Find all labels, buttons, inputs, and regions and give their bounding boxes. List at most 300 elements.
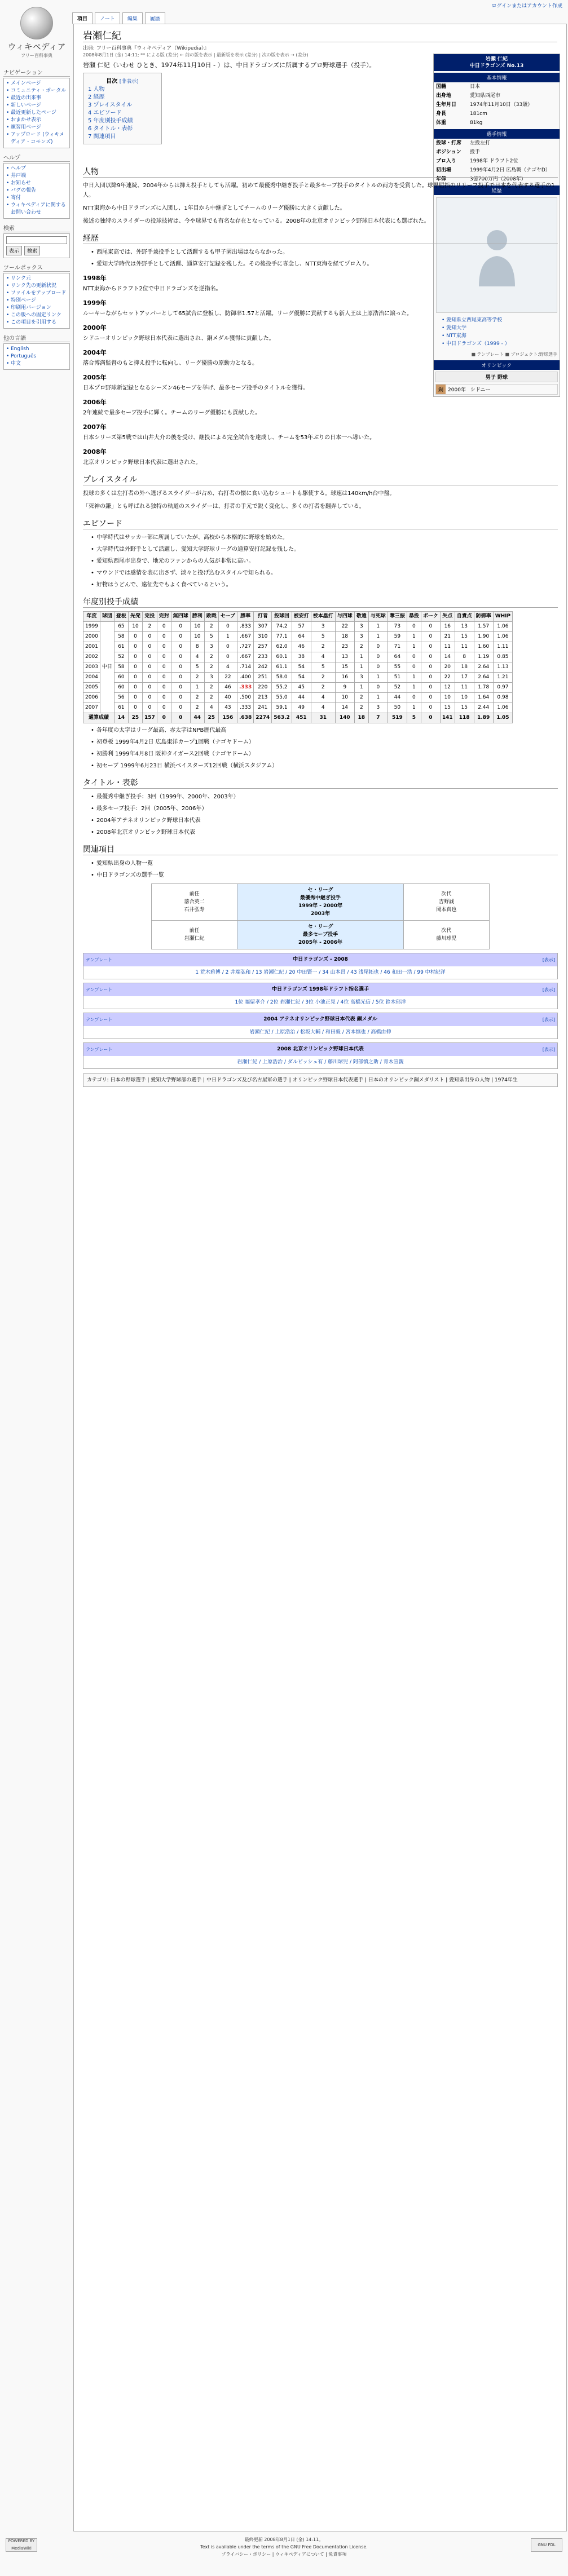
- stats-cell: 0: [157, 673, 171, 683]
- stats-cell: 44: [292, 693, 311, 703]
- help-list: [3, 163, 70, 219]
- stats-cell: 0: [407, 652, 421, 662]
- stats-cell: 13: [335, 652, 354, 662]
- section-style-heading: プレイスタイル: [83, 475, 558, 485]
- stats-cell: 0: [368, 662, 388, 673]
- table-row: [83, 662, 513, 673]
- stats-cell: 0: [421, 652, 440, 662]
- stats-cell: 0: [157, 683, 171, 693]
- stats-cell: 310: [254, 632, 272, 642]
- nav-item-5[interactable]: • おまかせ表示: [6, 117, 67, 124]
- stats-cell: 0: [407, 662, 421, 673]
- succession-next[interactable]: 次代 藤川球児: [403, 921, 489, 949]
- career-item-0[interactable]: • 愛知県立西尾東高等学校: [442, 317, 503, 323]
- stats-col-19: 暴投: [407, 612, 421, 622]
- stats-cell: 1: [407, 673, 421, 683]
- stats-cell: 4: [311, 703, 335, 713]
- stats-cell: 0: [368, 642, 388, 652]
- section-related-heading: 関連項目: [83, 845, 558, 855]
- stats-cell: 55: [388, 662, 407, 673]
- stats-cell: 2: [190, 673, 204, 683]
- stats-col-1: 球団: [100, 612, 114, 622]
- succession-title[interactable]: セ・リーグ 最優秀中継ぎ投手 1999年 - 2000年 2003年: [237, 884, 404, 921]
- player-value: 投手: [470, 149, 481, 155]
- stats-cell: 73: [388, 622, 407, 632]
- succession-next[interactable]: 次代 吉野誠 岡本真也: [403, 884, 489, 921]
- stats-header-row: [83, 612, 513, 622]
- stats-cell: 0: [421, 683, 440, 693]
- toc-item-0[interactable]: 1 人物: [88, 86, 105, 92]
- stats-total-cell: 141: [440, 713, 455, 723]
- stats-col-14: 被本塁打: [311, 612, 335, 622]
- stats-cell: 2: [354, 693, 368, 703]
- basic-row-2: [434, 100, 560, 109]
- stats-cell: 11: [455, 683, 474, 693]
- career-year-text-5: 2年連続で最多セーブ投手に輝く。チームのリーグ優勝にも貢献した。: [83, 410, 261, 416]
- toc-title: 目次: [106, 78, 118, 85]
- stats-cell: 54: [292, 673, 311, 683]
- title-item-3[interactable]: • 2008年北京オリンピック野球日本代表: [91, 828, 558, 837]
- related-list: [91, 859, 558, 880]
- stats-cell: 220: [254, 683, 272, 693]
- logo-name: ウィキペディア: [7, 42, 66, 52]
- career-item-3[interactable]: • 中日ドラゴンズ（1999 - ）: [442, 341, 510, 347]
- stats-cell: 0: [128, 703, 142, 713]
- stats-cell: 1: [354, 662, 368, 673]
- stats-cell: 1.21: [493, 673, 512, 683]
- help-item-3[interactable]: • バグの報告: [6, 187, 67, 195]
- stats-cell: 40: [218, 693, 237, 703]
- article-body: [83, 160, 558, 1087]
- stats-cell: 4: [311, 693, 335, 703]
- stats-col-12: 投球回: [272, 612, 292, 622]
- tab-edit[interactable]: 編集: [122, 12, 143, 24]
- infobox-header: [434, 54, 560, 71]
- navbox-body[interactable]: 1位 福留孝介 / 2位 岩瀬仁紀 / 3位 小池正晃 / 4位 高橋光信 / 5位 鈴木郁洋: [235, 1000, 406, 1005]
- stats-col-20: ボーク: [421, 612, 440, 622]
- stats-cell: 0: [142, 662, 157, 673]
- tool-item-4[interactable]: • 印刷用バージョン: [6, 304, 67, 312]
- navbox-toggle[interactable]: [表示]: [542, 987, 555, 992]
- stats-cell: 52: [388, 683, 407, 693]
- nav-item-1[interactable]: • コミュニティ・ポータル: [6, 87, 67, 95]
- infobox-footer[interactable]: ■ テンプレート ■ プロジェクト:野球選手: [471, 352, 557, 357]
- navbox-toggle[interactable]: [表示]: [542, 1017, 555, 1022]
- stats-col-18: 奪三振: [388, 612, 407, 622]
- stats-total-cell: 25: [204, 713, 218, 723]
- stats-cell: 38: [292, 652, 311, 662]
- tool-item-2[interactable]: • ファイルをアップロード: [6, 290, 67, 297]
- go-button[interactable]: 表示: [6, 246, 22, 255]
- category-links[interactable]: カテゴリ: 日本の野球選手 | 愛知大学野球部の選手 | 中日ドラゴンズ及び名古屋軍の選手 | オリンピック野球日本代表選手 | 日本のオリンピック銅メダリスト | 愛知県出身の人物 | 1974年生: [83, 1073, 558, 1087]
- stats-cell: 3: [204, 673, 218, 683]
- stats-cell: 1.06: [493, 622, 512, 632]
- search-box: [3, 233, 70, 258]
- titles-list: [91, 792, 558, 837]
- career-year-text-2: シドニーオリンピック野球日本代表に選出され、銅メダル獲得に貢献した。: [83, 335, 275, 342]
- nav-item-0[interactable]: • メインページ: [6, 80, 67, 87]
- stats-cell: 0: [421, 673, 440, 683]
- stats-team[interactable]: 中日: [100, 622, 114, 713]
- stats-cell: 15: [440, 703, 455, 713]
- navbox-1: [83, 983, 558, 1009]
- tab-article[interactable]: 項目: [72, 12, 93, 24]
- navbox-title-text[interactable]: 2004 アテネオリンピック野球日本代表 銅メダル: [263, 1017, 377, 1022]
- stats-cell: 2: [204, 622, 218, 632]
- gfdl-badge[interactable]: GNU FDL: [531, 2538, 562, 2552]
- stats-cell: 22: [218, 673, 237, 683]
- navbox-3: [83, 1042, 558, 1069]
- stats-cell: 16: [440, 622, 455, 632]
- search-portlet: [3, 223, 70, 258]
- toc-item-2[interactable]: 3 プレイスタイル: [88, 102, 133, 108]
- stats-cell: 0: [218, 622, 237, 632]
- stats-cell: 49: [292, 703, 311, 713]
- nav-list: [3, 78, 70, 148]
- tool-item-6[interactable]: • この項目を引用する: [6, 319, 67, 326]
- stats-cell: 1: [218, 632, 237, 642]
- title-item-1[interactable]: • 最多セーブ投手：2回（2005年、2006年）: [91, 804, 558, 814]
- infobox-team[interactable]: 中日ドラゴンズ No.13: [469, 63, 524, 69]
- site-subtitle: 出典: フリー百科事典『ウィキペディア（Wikipedia）』: [83, 46, 209, 51]
- footer-links[interactable]: プライバシー・ポリシー | ウィキペディアについて | 免責事項: [221, 2552, 347, 2557]
- search-input[interactable]: [6, 236, 67, 244]
- navbox-template-link[interactable]: テンプレート: [86, 1017, 113, 1022]
- stats-year: 2007: [83, 703, 100, 713]
- stats-cell: 46: [292, 642, 311, 652]
- stats-cell: 0: [421, 662, 440, 673]
- stats-cell: 1: [354, 652, 368, 662]
- medal-place[interactable]: シドニー: [470, 387, 491, 393]
- player-label: 年俸: [436, 176, 447, 182]
- toc-item-6[interactable]: 7 関連項目: [88, 134, 116, 140]
- stats-cell: 1.06: [493, 703, 512, 713]
- stats-cell: 0: [218, 652, 237, 662]
- stats-cell: 0: [157, 632, 171, 642]
- career-year-3: 2004年: [83, 349, 107, 356]
- stats-cell: 0: [407, 693, 421, 703]
- stats-cell: 15: [335, 662, 354, 673]
- stats-cell: 77.1: [272, 632, 292, 642]
- stats-cell: 52: [114, 652, 128, 662]
- stats-cell: 5: [311, 662, 335, 673]
- stats-cell: 5: [190, 662, 204, 673]
- stats-cell: .333: [237, 703, 254, 713]
- stats-cell: 1: [407, 683, 421, 693]
- succession-row-0: [152, 884, 490, 921]
- section-titles-heading: タイトル・表彰: [83, 779, 558, 789]
- stats-cell: .667: [237, 652, 254, 662]
- navbox-body[interactable]: 1 荒木雅博 / 2 井端弘和 / 13 岩瀬仁紀 / 20 中田賢一 / 34 山本昌 / 43 浅尾拓也 / 46 和田一浩 / 99 中村紀洋: [195, 970, 446, 975]
- section-career-heading: 経歴: [83, 234, 558, 244]
- lang-item-0[interactable]: • English: [6, 346, 67, 353]
- tool-item-0[interactable]: • リンク元: [6, 275, 67, 282]
- nav-item-6[interactable]: • 練習用ページ: [6, 124, 67, 131]
- stats-cell: 60.1: [272, 652, 292, 662]
- lang-item-2[interactable]: • 中文: [6, 360, 67, 368]
- stats-cell: 3: [311, 622, 335, 632]
- stats-cell: 5: [311, 632, 335, 642]
- search-title: 検索: [3, 223, 70, 232]
- title-item-2[interactable]: • 2004年アテネオリンピック野球日本代表: [91, 816, 558, 825]
- stats-cell: 0: [157, 693, 171, 703]
- tool-item-5[interactable]: • この版への固定リンク: [6, 312, 67, 319]
- stats-total-cell: 5: [407, 713, 421, 723]
- basic-value: 181cm: [470, 111, 487, 117]
- stats-cell: 1.78: [474, 683, 493, 693]
- stats-col-21: 失点: [440, 612, 455, 622]
- toc-toggle[interactable]: [非表示]: [119, 79, 139, 85]
- section-person-heading: 人物: [83, 167, 558, 178]
- stats-cell: 0: [128, 693, 142, 703]
- search-button[interactable]: 検索: [24, 246, 40, 255]
- stats-cell: 0: [368, 683, 388, 693]
- stats-cell: 1.11: [493, 642, 512, 652]
- nav-item-7[interactable]: • アップロード (ウィキメディア・コモンズ): [6, 131, 67, 146]
- section-career-years: [83, 273, 558, 467]
- player-label: プロ入り: [436, 158, 457, 164]
- stats-cell: 43: [218, 703, 237, 713]
- stats-total-cell: 519: [388, 713, 407, 723]
- stats-total-cell: 140: [335, 713, 354, 723]
- section-person: [83, 181, 558, 226]
- stats-cell: 2: [204, 683, 218, 693]
- personal-tools[interactable]: ログインまたはアカウント作成: [491, 3, 562, 9]
- stats-cell: 10: [190, 622, 204, 632]
- stats-cell: 0: [128, 673, 142, 683]
- infobox-name: 岩瀬 仁紀: [485, 56, 508, 62]
- succession-title[interactable]: セ・リーグ 最多セーブ投手 2005年 - 2006年: [237, 921, 404, 949]
- stats-col-11: 打者: [254, 612, 272, 622]
- person-para-2: 後述の独特のスライダーの投球技術は、今や球界でも有名な存在となっている。2008年の北京オリンピック野球日本代表にも選ばれた。: [83, 218, 430, 224]
- stats-cell: 1.19: [474, 652, 493, 662]
- nav-item-2[interactable]: • 最近の出来事: [6, 95, 67, 102]
- episode-bullet-0: • 中学時代はサッカー部に所属していたが、高校から本格的に野球を始めた。: [91, 533, 558, 542]
- stats-cell: 0: [218, 642, 237, 652]
- stats-total-cell: 1.89: [474, 713, 493, 723]
- help-item-2[interactable]: • お知らせ: [6, 180, 67, 187]
- stats-col-17: 与死球: [368, 612, 388, 622]
- basic-row-3: [434, 109, 560, 118]
- tab-talk[interactable]: ノート: [95, 12, 120, 24]
- stats-total-cell: 通算成績: [83, 713, 115, 723]
- basic-label: 身長: [436, 111, 447, 117]
- tool-item-1[interactable]: • リンク先の更新状況: [6, 282, 67, 290]
- stats-col-3: 先発: [128, 612, 142, 622]
- stats-cell: 0: [171, 673, 190, 683]
- stats-cell: 13: [455, 622, 474, 632]
- navbox-body[interactable]: 岩瀬仁紀 / 上原浩治 / 松坂大輔 / 和田毅 / 宮本慎也 / 高橋由伸: [249, 1029, 391, 1035]
- stats-col-10: 勝率: [237, 612, 254, 622]
- stats-total-cell: 157: [142, 713, 157, 723]
- nav-item-4[interactable]: • 最近更新したページ: [6, 109, 67, 117]
- stats-cell: 1: [368, 673, 388, 683]
- player-value: 1999年4月2日 広島戦（ナゴヤD）: [470, 167, 551, 173]
- infobox-player-heading: 選手情報: [434, 129, 560, 139]
- stats-cell: .400: [237, 673, 254, 683]
- stats-cell: 2: [204, 652, 218, 662]
- stats-col-6: 無四球: [171, 612, 190, 622]
- stats-cell: 16: [335, 673, 354, 683]
- help-item-1[interactable]: • 井戸端: [6, 173, 67, 180]
- stats-cell: 8: [190, 642, 204, 652]
- stats-total-cell: 0: [421, 713, 440, 723]
- toc-item-5[interactable]: 6 タイトル・表彰: [88, 126, 133, 132]
- toc-heading: [88, 76, 157, 85]
- stats-cell: 2: [354, 703, 368, 713]
- stats-cell: 0: [421, 642, 440, 652]
- stats-cell: 0: [157, 652, 171, 662]
- help-item-5[interactable]: • ウィキペディアに関するお問い合わせ: [6, 202, 67, 216]
- stats-cell: 2: [311, 642, 335, 652]
- section-episode: [91, 533, 558, 590]
- career-year-text-3: 落合博満監督のもと抑え投手に転向し、リーグ優勝の原動力となる。: [83, 360, 258, 366]
- section-career-bullets: [91, 248, 558, 269]
- stats-note-1: • 初登板 1999年4月2日 広島東洋カープ1回戦（ナゴヤドーム）: [91, 737, 558, 747]
- stats-cell: 0: [171, 662, 190, 673]
- navbox-title: [83, 1043, 557, 1056]
- toc-item-3[interactable]: 4 エピソード: [88, 110, 122, 116]
- stats-cell: 0.97: [493, 683, 512, 693]
- help-item-4[interactable]: • 寄付: [6, 195, 67, 202]
- stats-cell: 4: [190, 652, 204, 662]
- stats-cell: 46: [218, 683, 237, 693]
- stats-year: 2000: [83, 632, 100, 642]
- succession-row-1: [152, 921, 490, 949]
- career-year-text-6: 日本シリーズ第5戦では山井大介の後を受け、継投による完全試合を達成し、チームを53年ぶりの日本一へ導いた。: [83, 435, 376, 441]
- stats-cell: 242: [254, 662, 272, 673]
- succession-prev[interactable]: 前任 落合英二 石井弘寿: [152, 884, 237, 921]
- tool-item-3[interactable]: • 特別ページ: [6, 297, 67, 304]
- stats-cell: 55.0: [272, 693, 292, 703]
- stats-total-row: [83, 713, 513, 723]
- stats-cell: 58.0: [272, 673, 292, 683]
- stats-cell: 0: [171, 632, 190, 642]
- stats-cell: 10: [128, 622, 142, 632]
- site-logo[interactable]: [0, 0, 73, 56]
- navbox-title: [83, 1013, 557, 1026]
- stats-cell: 1: [407, 642, 421, 652]
- episode-bullet-3: • マウンドでは感情を表に出さず、淡々と投げ込むスタイルで知られる。: [91, 568, 558, 578]
- help-portlet: [3, 153, 70, 219]
- stats-col-23: 防御率: [474, 612, 493, 622]
- stats-total-cell: 118: [455, 713, 474, 723]
- pitching-stats-table: [83, 611, 513, 723]
- intro-paragraph: 岩瀬 仁紀（いわせ ひとき、1974年11月10日 - ）は、中日ドラゴンズに所属するプロ野球選手（投手）。: [83, 61, 376, 69]
- navbox-title-text[interactable]: 2008 北京オリンピック野球日本代表: [277, 1046, 364, 1052]
- table-row: [83, 693, 513, 703]
- medal-year[interactable]: 2000年: [448, 387, 466, 393]
- player-label: 投球・打席: [436, 140, 462, 146]
- style-para-1: 「死神の鎌」とも呼ばれる独特の軌道のスライダーは、打者の手元で鋭く変化し、多くの打者を翻弄している。: [83, 503, 365, 510]
- stats-cell: 0: [171, 622, 190, 632]
- stats-cell: 20: [440, 662, 455, 673]
- navbox-0: [83, 953, 558, 979]
- tab-history[interactable]: 履歴: [145, 12, 165, 24]
- stats-total-cell: 7: [368, 713, 388, 723]
- stats-cell: 64: [292, 632, 311, 642]
- stats-cell: 0: [171, 642, 190, 652]
- stats-cell: 0: [142, 642, 157, 652]
- navbox-template-link[interactable]: テンプレート: [86, 1047, 113, 1052]
- stats-note-3: • 初セーブ 1999年6月23日 横浜ベイスターズ12回戦（横浜スタジアム）: [91, 761, 558, 771]
- stats-cell: 0: [171, 693, 190, 703]
- help-item-0[interactable]: • ヘルプ: [6, 165, 67, 173]
- section-episode-heading: エピソード: [83, 519, 558, 529]
- stats-cell: 14: [440, 652, 455, 662]
- nav-item-3[interactable]: • 新しいページ: [6, 102, 67, 109]
- navbox-title-text[interactable]: 中日ドラゴンズ 1998年ドラフト指名選手: [272, 987, 369, 992]
- navbox-toggle[interactable]: [表示]: [542, 957, 555, 962]
- navbox-toggle[interactable]: [表示]: [542, 1047, 555, 1052]
- succession-prev[interactable]: 前任 岩瀬仁紀: [152, 921, 237, 949]
- player-label: ポジション: [436, 149, 461, 155]
- stats-cell: 0.85: [493, 652, 512, 662]
- basic-row-0: [434, 82, 560, 91]
- stats-cell: 1: [190, 683, 204, 693]
- career-item-1[interactable]: • 愛知大学: [442, 325, 467, 331]
- navbox-title-text[interactable]: 中日ドラゴンズ - 2008: [293, 957, 348, 962]
- revision-info[interactable]: 2008年8月1日 (金) 14:11; ** による版 (差分) ← 前の版を表示 | 最新版を表示 (差分) | 次の版を表示 → (差分): [83, 52, 309, 58]
- stats-cell: 71: [388, 642, 407, 652]
- stats-cell: 233: [254, 652, 272, 662]
- stats-cell: 54: [292, 662, 311, 673]
- related-item-1[interactable]: • 中日ドラゴンズの選手一覧: [91, 871, 558, 880]
- stats-cell: 50: [388, 703, 407, 713]
- stats-cell: 1.90: [474, 632, 493, 642]
- stats-cell: 0: [142, 632, 157, 642]
- navbox-template-link[interactable]: テンプレート: [86, 957, 113, 962]
- lang-item-1[interactable]: • Português: [6, 353, 67, 360]
- stats-total-cell: 14: [114, 713, 128, 723]
- stats-cell: 0: [421, 703, 440, 713]
- bronze-medal: 銅: [436, 385, 446, 394]
- navbox-body[interactable]: 岩瀬仁紀 / 上原浩治 / ダルビッシュ有 / 藤川球児 / 阿部慎之助 / 青木宣親: [237, 1059, 404, 1065]
- article-content: [73, 24, 567, 2531]
- basic-value: 日本: [470, 84, 481, 90]
- stats-cell: .833: [237, 622, 254, 632]
- stats-cell: 1: [368, 693, 388, 703]
- stats-cell: 0: [128, 662, 142, 673]
- stats-total-cell: 451: [292, 713, 311, 723]
- stats-col-0: 年度: [83, 612, 100, 622]
- table-row: [83, 642, 513, 652]
- basic-label: 国籍: [436, 84, 447, 90]
- basic-label: 出身地: [436, 93, 452, 99]
- stats-cell: 0: [407, 622, 421, 632]
- footer-license[interactable]: Text is available under the terms of the GNU Free Documentation License.: [200, 2544, 368, 2550]
- mediawiki-badge[interactable]: POWERED BY MediaWiki: [6, 2538, 37, 2552]
- player-value: 左投左打: [470, 140, 491, 146]
- toc-item-4[interactable]: 5 年度別投手成績: [88, 118, 133, 124]
- career-year-0: 1998年: [83, 275, 107, 282]
- career-bullet-1: • 愛知大学時代は外野手として活躍、通算安打記録を残した。その後投手に専念し、NTT東海を経てプロ入り。: [91, 259, 558, 269]
- stats-cell: 0: [421, 622, 440, 632]
- career-bullet-0: • 西尾東高では、外野手兼投手として活躍するも甲子園出場はならなかった。: [91, 248, 558, 257]
- navbox-template-link[interactable]: テンプレート: [86, 987, 113, 992]
- title-item-0[interactable]: • 最優秀中継ぎ投手：3回（1999年、2000年、2003年）: [91, 792, 558, 802]
- lang-title: 他の言語: [3, 333, 70, 342]
- toc-item-1[interactable]: 2 経歴: [88, 94, 105, 100]
- navbox-2: [83, 1013, 558, 1039]
- related-item-0[interactable]: • 愛知県出身の人物一覧: [91, 859, 558, 868]
- stats-cell: 18: [335, 632, 354, 642]
- stats-cell: 2: [311, 673, 335, 683]
- episode-bullet-2: • 愛知県西尾市出身で、地元のファンからの人気が非常に高い。: [91, 556, 558, 566]
- career-item-2[interactable]: • NTT東海: [442, 333, 466, 339]
- table-row: [83, 703, 513, 713]
- basic-label: 生年月日: [436, 102, 457, 108]
